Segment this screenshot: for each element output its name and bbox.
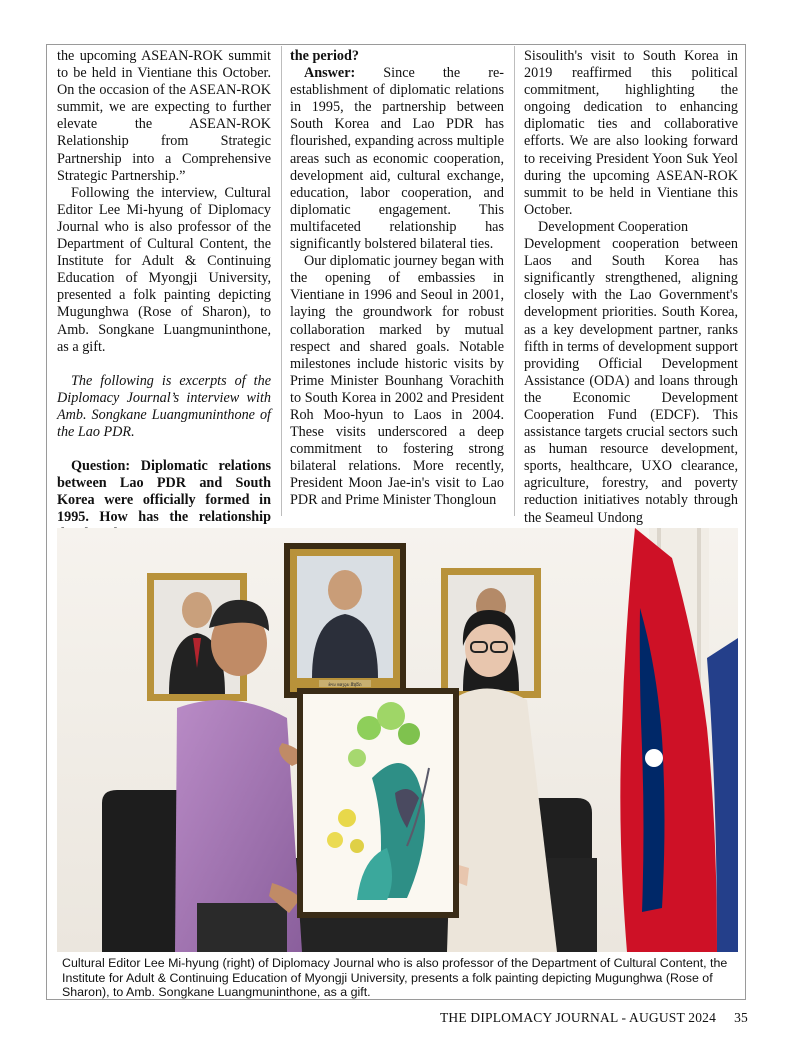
answer-paragraph bbox=[290, 65, 504, 253]
photo-illustration bbox=[57, 528, 738, 952]
article-column-2 bbox=[290, 48, 504, 510]
portrait-center bbox=[284, 543, 406, 698]
paragraph: Sisoulith's visit to South Korea in 2019 reaffirmed this political commitment, highlighting the ongoing dedication to enhancing diplomatic ties and collaborative efforts. We are also looking forward to receiving President Yoon Suk Yeol during the upcoming ASEAN-ROK summit to be held in Vientiane this October. bbox=[524, 48, 738, 218]
paragraph: Our diplomatic journey began with the opening of embassies in Vientiane in 1996 and Seoul in 2001, laying the groundwork for robust collaboration marked by mutual respect and shared goals. Notable milestones include historic visits by Prime Minister Bounhang Vorachith to South Korea in 2002 and President Roh Moo-hyun to Laos in 2004. These visits underscored a deep commitment to fostering strong bilateral relations. More recently, President Moon Jae-in's visit to Lao PDR and Prime Minister Thongloun bbox=[290, 253, 504, 509]
photo-caption: Cultural Editor Lee Mi-hyung (right) of Diplomacy Journal who is also professor of the Department of Cultural Content, the Institute for Adult & Continuing Education of Myongji University, presents a folk painting depicting Mugunghwa (Rose of Sharon), to Amb. Songkane Luangmuninthone, as a gift. bbox=[62, 956, 728, 1000]
answer-label: Answer: bbox=[304, 65, 356, 82]
page-footer bbox=[440, 1010, 748, 1026]
publication-name: THE DIPLOMACY JOURNAL - AUGUST 2024 bbox=[439, 1010, 717, 1025]
column-rule bbox=[514, 46, 515, 516]
question-end: the period? bbox=[290, 48, 359, 64]
paragraph: the upcoming ASEAN-ROK summit to be held in Vientiane this October. On the occasion of the ASEAN-ROK summit, we are expecting to further elevate the ASEAN-ROK Relationship from Strategic Partnership into a Comprehensive Strategic Partnership.” bbox=[57, 48, 271, 184]
answer-text: Since the re-establishment of diplomatic relations in 1995, the partnership between South Korea and Lao PDR has flourished, expanding across multiple areas such as economic cooperation, development aid, cultural exchange, education, labor cooperation, and diplomatic engagement. This multifaceted relationship has significantly bolstered bilateral ties. bbox=[290, 65, 504, 253]
folk-painting bbox=[297, 688, 459, 918]
section-heading: Development Cooperation bbox=[538, 218, 689, 235]
page-number: 35 bbox=[734, 1010, 748, 1025]
column-rule bbox=[281, 46, 282, 516]
portrait-nameplate: ທ່ານ ທອງລຸນ ສີສຸລິດ bbox=[328, 682, 362, 687]
article-column-1 bbox=[57, 48, 271, 544]
article-column-3 bbox=[524, 48, 738, 527]
paragraph: Development cooperation between Laos and South Korea has significantly strengthened, aligning closely with the Lao Government's development priorities. South Korea, as a key development partner, ranks fifth in terms of development support providing Official Development Assistance (ODA) and loans through the Economic Development Cooperation Fund (EDCF). This assistance targets crucial sectors such as human resource development, sports, healthcare, UXO clearance, agriculture, forestry, and poverty reduction initiatives notably through the Seameul Undong bbox=[524, 236, 738, 526]
paragraph: Following the interview, Cultural Editor Lee Mi-hyung of Diplomacy Journal who is also professor of the Department of Cultural Content, the Institute for Adult & Continuing Education of Myongji University, presented a folk painting depicting Mugunghwa (Rose of Sharon), to Amb. Songkane Luangmuninthone, as a gift. bbox=[57, 184, 271, 355]
photo bbox=[57, 528, 738, 952]
intro-italic: The following is excerpts of the Diplomacy Journal’s interview with Amb. Songkane Luangmuninthone of the Lao PDR. bbox=[57, 372, 271, 440]
question: Question: Diplomatic relations between Lao PDR and South Korea were officially formed in 1995. How has the relationship bbox=[57, 458, 271, 526]
